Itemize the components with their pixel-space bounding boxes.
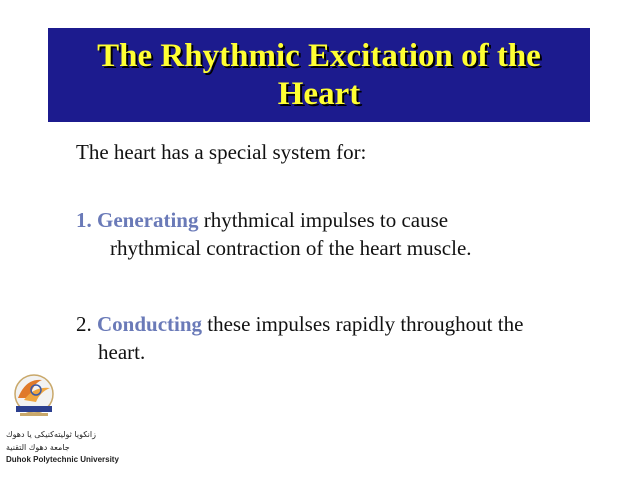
slide-body [76,138,616,364]
item-text-line2: rhythmical contraction of the heart muscle. [110,236,472,260]
university-name-arabic: جامعة دهوك التقنية [6,443,70,452]
item-text-line2: heart. [98,340,146,364]
list-item-generating [76,206,616,262]
item-keyword: Conducting [97,312,203,336]
item-number: 1. [76,208,92,232]
university-name-english: Duhok Polytechnic University [6,455,119,464]
intro-text: The heart has a special system for: [76,140,367,164]
title-banner [48,28,590,122]
item-text-line1: these impulses rapidly throughout the [202,312,524,336]
item-number: 2. [76,312,92,336]
university-name-kurdish: زانكويا ثوليتەكنيكى يا دهوك [6,430,96,439]
list-item-conducting [76,310,616,366]
slide-title: The Rhythmic Excitation of the Heart [97,38,541,112]
university-logo-icon [6,372,62,420]
item-keyword: Generating [97,208,199,232]
item-text-line1: rhythmical impulses to cause [198,208,449,232]
